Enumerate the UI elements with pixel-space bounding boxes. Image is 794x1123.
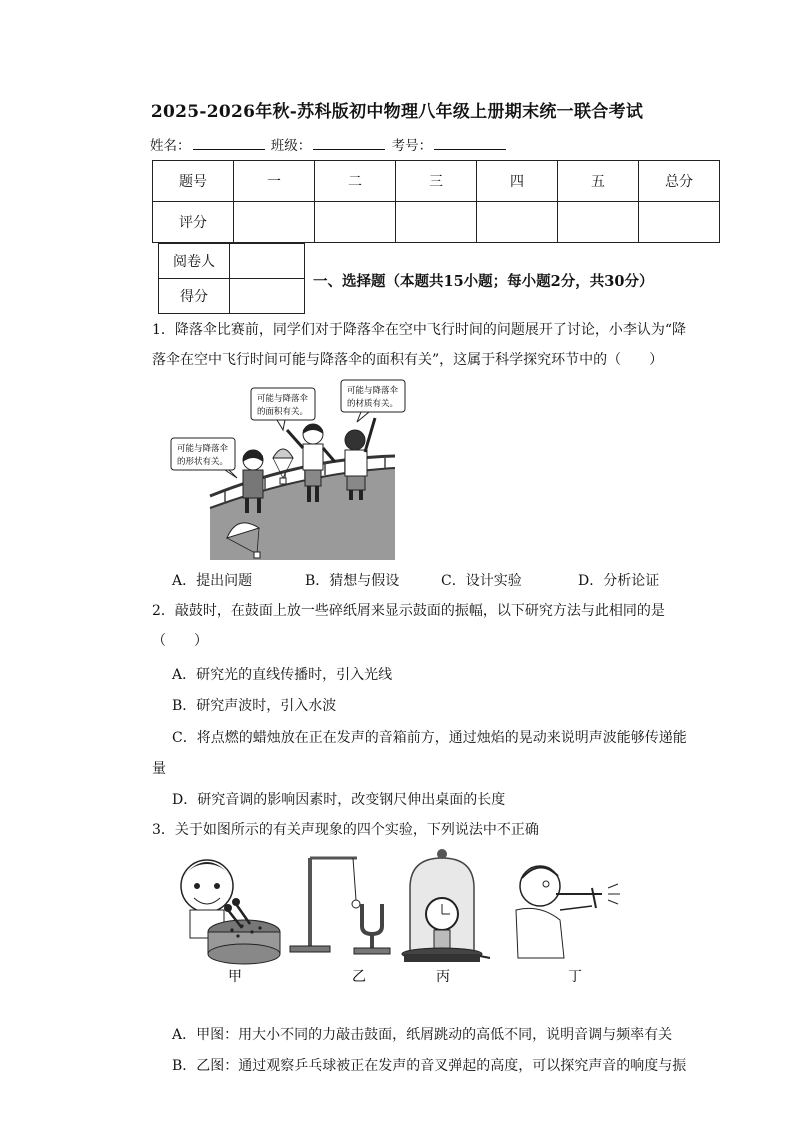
bubble-text: 的面积有关。 — [257, 407, 309, 417]
score-cell[interactable] — [477, 202, 558, 243]
score-cell[interactable] — [639, 202, 720, 243]
q3-stem-line1: 3．关于如图所示的有关声现象的四个实验，下列说法中不正确 — [152, 822, 539, 838]
grader-table — [158, 243, 305, 314]
q2-stem-line1: 2．敲鼓时，在鼓面上放一些碎纸屑来显示鼓面的振幅，以下研究方法与此相同的是 — [152, 603, 665, 619]
name-label: 姓名： — [150, 138, 191, 154]
held-parachute — [273, 449, 293, 484]
q3-option-a[interactable]: A．甲图：用大小不同的力敲击鼓面，纸屑跳动的高低不同，说明音调与频率有关 — [172, 1027, 673, 1043]
q3-option-b[interactable]: B．乙图：通过观察乒乓球被正在发声的音叉弹起的高度，可以探究声音的响度与振 — [172, 1058, 687, 1074]
q2-option-c-cont: 量 — [152, 761, 166, 777]
whistle-man — [516, 866, 620, 958]
q2-option-a[interactable]: A．研究光的直线传播时，引入光线 — [172, 667, 393, 683]
score-table-row — [153, 202, 720, 243]
q2-option-d[interactable]: D．研究音调的影响因素时，改变钢尺伸出桌面的长度 — [172, 792, 506, 808]
class-blank — [313, 136, 385, 150]
page-title: 2025-2026年秋-苏科版初中物理八年级上册期末统一联合考试 — [150, 102, 644, 122]
header-cell: 三 — [396, 161, 477, 202]
q1-option-b[interactable]: B．猜想与假设 — [305, 573, 400, 589]
bubble-text: 的形状有关。 — [177, 457, 229, 467]
drum-boy-figure — [181, 860, 280, 964]
score-table — [152, 160, 720, 243]
header-cell: 总分 — [639, 161, 720, 202]
q2-option-c[interactable]: C．将点燃的蜡烛放在正在发声的音箱前方，通过烛焰的晃动来说明声波能够传递能 — [172, 730, 687, 746]
grader-score-cell[interactable] — [230, 279, 305, 314]
name-blank — [193, 136, 265, 150]
header-cell: 五 — [558, 161, 639, 202]
figure-label-yi: 乙 — [352, 969, 366, 985]
student-info — [150, 134, 508, 154]
q1-option-c[interactable]: C．设计实验 — [441, 573, 522, 589]
header-cell: 题号 — [153, 161, 234, 202]
header-cell: 一 — [234, 161, 315, 202]
header-cell: 二 — [315, 161, 396, 202]
row-label: 评分 — [153, 202, 234, 243]
exam-number-blank — [434, 136, 506, 150]
figure-label-bing: 丙 — [436, 969, 450, 985]
q1-option-d[interactable]: D．分析论证 — [578, 573, 660, 589]
bell-jar-clock — [402, 849, 490, 962]
q1-stem-line2: 落伞在空中飞行时间可能与降落伞的面积有关”，这属于科学探究环节中的（ ） — [152, 352, 664, 368]
header-cell: 四 — [477, 161, 558, 202]
grader-score-label: 得分 — [159, 279, 230, 314]
q1-option-a[interactable]: A．提出问题 — [172, 573, 253, 589]
q3-experiments-illustration — [172, 848, 632, 988]
grader-label: 阅卷人 — [159, 244, 230, 279]
q1-parachute-illustration — [165, 378, 410, 560]
score-cell[interactable] — [396, 202, 477, 243]
bubble-text: 可能与降落伞 — [257, 394, 309, 404]
score-table-header — [153, 161, 720, 202]
q2-option-b[interactable]: B．研究声波时，引入水波 — [172, 698, 337, 714]
balcony-floor — [210, 468, 395, 560]
q2-stem-line2: （ ） — [152, 633, 208, 649]
speech-bubble-material — [341, 380, 405, 422]
score-cell[interactable] — [558, 202, 639, 243]
grader-cell[interactable] — [230, 244, 305, 279]
bubble-text: 可能与降落伞 — [347, 386, 399, 396]
speech-bubble-shape — [171, 438, 237, 478]
class-label: 班级： — [270, 138, 312, 154]
figure-label-ding: 丁 — [568, 969, 582, 985]
section-heading: 一、选择题（本题共15小题；每小题2分，共30分） — [313, 273, 654, 290]
exam-number-label: 考号： — [391, 138, 433, 154]
figure-label-jia: 甲 — [228, 969, 242, 985]
bubble-text: 的材质有关。 — [347, 399, 399, 409]
q1-stem-line1: 1．降落伞比赛前，同学们对于降落伞在空中飞行时间的问题展开了讨论，小李认为“降 — [152, 322, 687, 338]
score-cell[interactable] — [315, 202, 396, 243]
bubble-text: 可能与降落伞 — [177, 444, 229, 454]
tuning-fork-setup — [290, 858, 390, 954]
score-cell[interactable] — [234, 202, 315, 243]
speech-bubble-area — [251, 388, 315, 430]
